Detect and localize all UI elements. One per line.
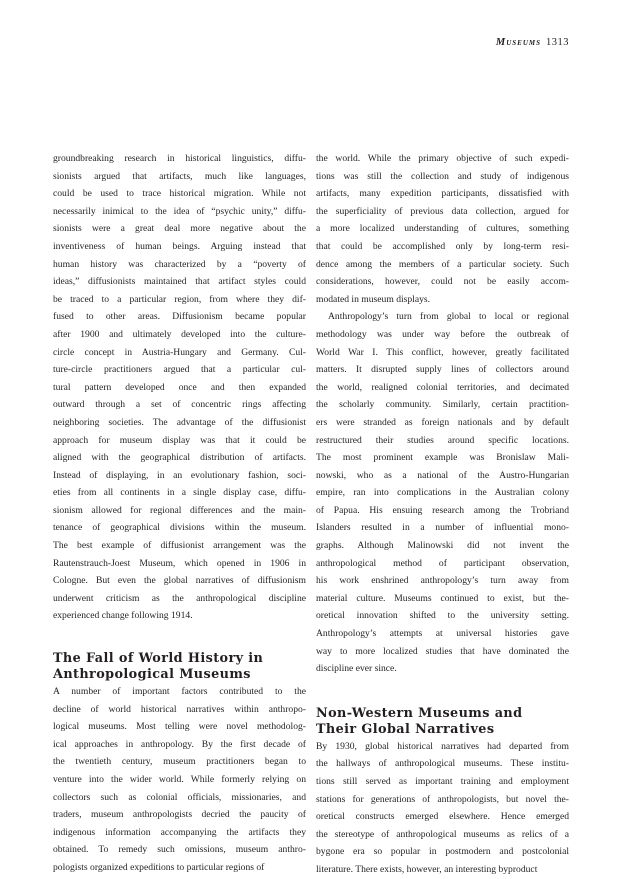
text-line: dence among the members of a particular society. Such bbox=[316, 258, 569, 270]
paragraph bbox=[53, 150, 306, 625]
running-head-title: Museums bbox=[495, 37, 541, 48]
text-line: modated in museum displays. bbox=[316, 293, 431, 305]
text-line: A number of important factors contributed to the bbox=[53, 686, 306, 698]
text-line: oretical constructs emerged elsewhere. Hence emerged bbox=[316, 811, 569, 823]
text-line: the hallways of anthropological museums. These institu- bbox=[316, 758, 569, 770]
text-line: sionism allowed for regional differences and the main- bbox=[53, 504, 306, 516]
text-line: circle concept in Austria-Hungary and Germany. Cul- bbox=[53, 346, 306, 358]
text-line: inventiveness of human beings. Arguing instead that bbox=[53, 240, 306, 252]
text-line: a more localized understanding of cultures, something bbox=[316, 223, 569, 235]
paragraph bbox=[316, 738, 569, 879]
text-line: By 1930, global historical narratives had departed from bbox=[316, 740, 569, 752]
text-line: stations for generations of anthropologists, but novel the- bbox=[316, 793, 569, 805]
text-line: underwent criticism as the anthropological discipline bbox=[53, 592, 306, 604]
text-line: anthropological method of participant observation, bbox=[316, 557, 569, 569]
text-line: ture-circle practitioners argued that a particular cul- bbox=[53, 364, 306, 376]
text-line: artifacts, many expedition participants, dissatisfied with bbox=[316, 188, 569, 200]
text-line: way to more localized studies that have dominated the bbox=[316, 645, 569, 657]
text-line: of Papua. His ensuing research among the Trobriand bbox=[316, 504, 569, 516]
section-heading bbox=[53, 651, 306, 683]
text-line: the world. While the primary objective of such expedi- bbox=[316, 153, 569, 164]
text-line: graphs. Although Malinowski did not invent the bbox=[316, 540, 569, 552]
text-line: fused to other areas. Diffusionism became popular bbox=[53, 311, 306, 323]
section-heading bbox=[316, 706, 569, 738]
text-line: sionists argued that artifacts, much like languages, bbox=[53, 170, 306, 182]
text-line: pologists organized expeditions to particular regions of bbox=[53, 861, 265, 873]
paragraph bbox=[316, 308, 569, 677]
paragraph bbox=[316, 150, 569, 308]
text-line: experienced change following 1914. bbox=[53, 610, 193, 622]
heading-line: The Fall of World History in bbox=[53, 651, 264, 667]
text-line: Cologne. But even the global narratives of diffusionism bbox=[53, 575, 306, 587]
text-line: World War I. This conflict, however, greatly facilitated bbox=[316, 346, 569, 358]
text-line: human history was characterized by a “poverty of bbox=[53, 258, 306, 270]
text-line: sionists were a great deal more negative about the bbox=[53, 223, 306, 235]
text-line: discipline ever since. bbox=[316, 663, 397, 675]
heading-line: Their Global Narratives bbox=[316, 721, 495, 737]
heading-line: Anthropological Museums bbox=[53, 667, 251, 683]
running-head bbox=[496, 37, 569, 48]
text-line: indigenous information accompanying the artifacts they bbox=[53, 826, 306, 838]
text-line: tural pattern developed once and then expanded bbox=[53, 381, 306, 393]
text-line: Anthropology’s attempts at universal histories gave bbox=[316, 628, 569, 640]
text-line: approach for museum display was that it could be bbox=[53, 434, 306, 446]
text-line: traders, museum anthropologists decried the paucity of bbox=[53, 809, 306, 821]
paragraph bbox=[53, 683, 306, 877]
text-line: methodology was under way before the outbreak of bbox=[316, 328, 569, 340]
text-line: neighboring societies. The advantage of the diffusionist bbox=[53, 416, 306, 428]
text-line: that could be accomplished only by long-term resi- bbox=[316, 240, 569, 252]
text-line: tions still served as important training and employment bbox=[316, 776, 569, 787]
text-line: decline of world historical narratives within anthropo- bbox=[53, 703, 306, 715]
text-line: the scholarly community. Similarly, certain practition- bbox=[316, 399, 569, 411]
left-column bbox=[53, 150, 306, 877]
text-line: obtained. To remedy such omissions, museum anthro- bbox=[53, 844, 306, 856]
text-line: ical approaches in anthropology. By the first decade of bbox=[53, 738, 306, 750]
text-line: ideas,” diffusionists maintained that artifact styles could bbox=[53, 276, 306, 288]
text-line: nowski, who as a national of the Austro-Hungarian bbox=[316, 469, 569, 481]
text-line: logical museums. Most telling were novel methodolog- bbox=[53, 721, 306, 733]
text-line: restructured their studies around specific locations. bbox=[316, 434, 569, 446]
text-line: Rautenstrauch-Joest Museum, which opened in 1906 in bbox=[53, 557, 306, 569]
text-line: literature. There exists, however, an interesting byproduct bbox=[316, 863, 538, 875]
text-line: be traced to a particular region, from where they dif- bbox=[53, 293, 306, 305]
page-number: 1313 bbox=[546, 37, 569, 48]
text-line: the twentieth century, museum practitioners began to bbox=[53, 756, 306, 768]
text-line: could be used to trace historical migration. While not bbox=[53, 188, 306, 200]
text-line: the superficiality of previous data collection, argued for bbox=[316, 205, 569, 217]
text-line: bygone era so popular in postmodern and postcolonial bbox=[316, 846, 569, 858]
text-line: Islanders resulted in a number of influential mono- bbox=[316, 522, 569, 534]
text-line: collectors such as colonial officials, missionaries, and bbox=[53, 791, 306, 803]
text-line: tenance of geographical divisions within the museum. bbox=[53, 522, 306, 534]
text-line: empire, ran into complications in the Australian colony bbox=[316, 487, 569, 499]
text-line: The best example of diffusionist arrangement was the bbox=[53, 540, 306, 552]
text-line: outward through a set of concentric rings affecting bbox=[53, 399, 306, 411]
text-line: ers were stranded as foreign nationals and by default bbox=[316, 416, 569, 428]
text-line: after 1900 and ultimately developed into the culture- bbox=[53, 328, 306, 340]
text-line: groundbreaking research in historical linguistics, diffu- bbox=[53, 153, 306, 164]
text-line: matters. It disrupted supply lines of collectors around bbox=[316, 364, 569, 376]
right-column bbox=[316, 150, 569, 879]
text-line: eties from all continents in a single display case, diffu- bbox=[53, 487, 306, 499]
text-line: necessarily inimical to the idea of “psychic unity,” diffu- bbox=[53, 205, 306, 217]
text-line: oretical innovation shifted to the university setting. bbox=[316, 610, 569, 622]
text-line: venture into the wider world. While formerly relying on bbox=[53, 774, 306, 785]
text-line: aligned with the geographical distribution of artifacts. bbox=[53, 452, 306, 464]
text-line: the world, realigned colonial territories, and decimated bbox=[316, 381, 569, 393]
text-line: The most prominent example was Bronislaw Mali- bbox=[316, 452, 569, 464]
text-line: Anthropology’s turn from global to local or regional bbox=[328, 311, 569, 323]
heading-line: Non-Western Museums and bbox=[316, 705, 523, 721]
text-line: Instead of displaying, in an evolutionary fashion, soci- bbox=[53, 469, 306, 481]
text-line: considerations, however, could not be easily accom- bbox=[316, 276, 569, 288]
text-line: material culture. Museums continued to exist, but the- bbox=[316, 592, 569, 604]
text-line: the stereotype of anthropological museums as relics of a bbox=[316, 828, 569, 840]
text-line: tions was still the collection and study of indigenous bbox=[316, 170, 569, 182]
text-line: his work enshrined anthropology’s turn away from bbox=[316, 575, 569, 587]
